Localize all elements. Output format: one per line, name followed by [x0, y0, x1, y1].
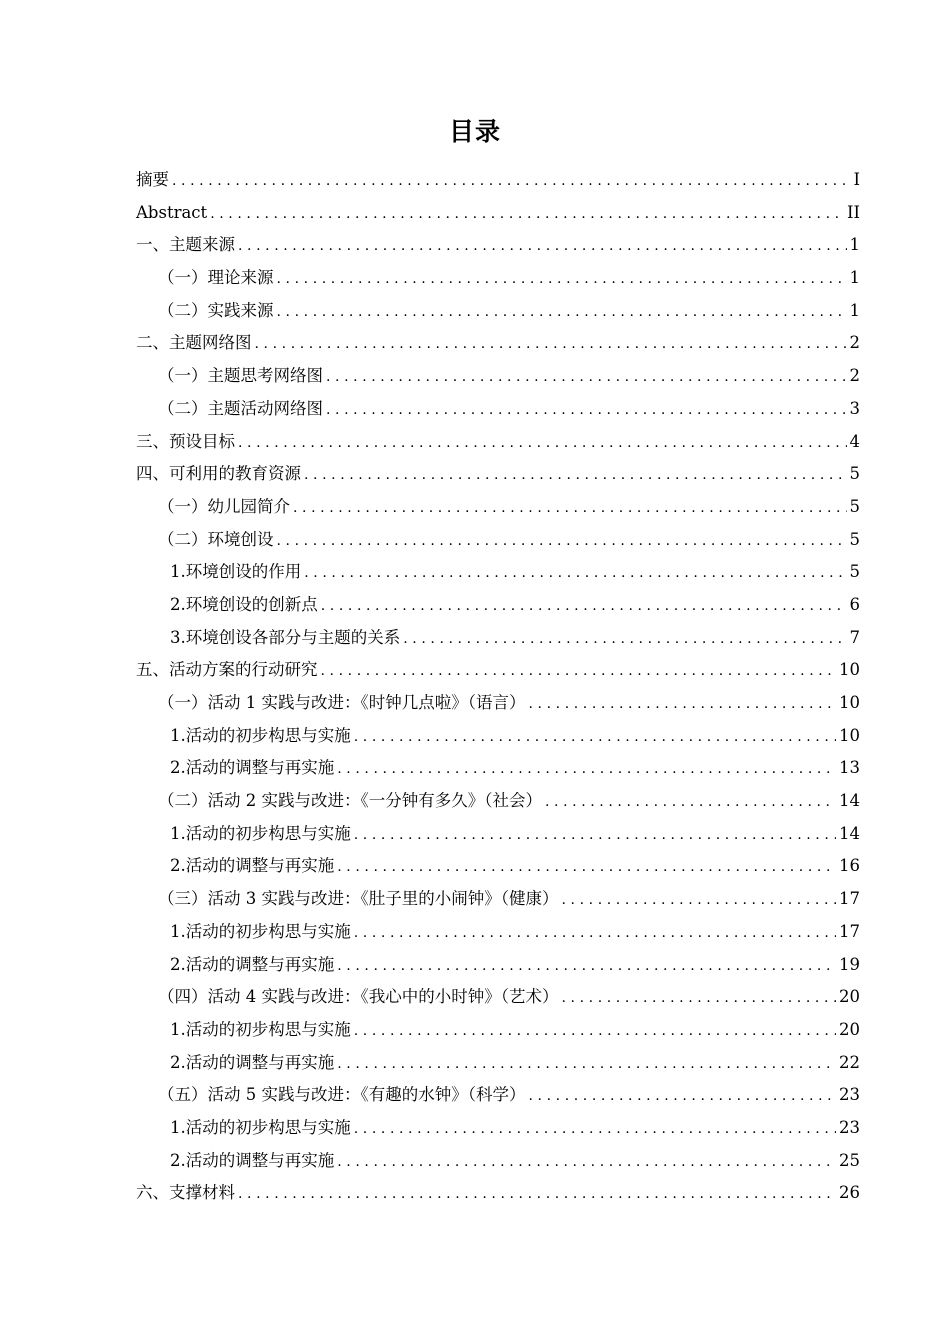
toc-entry-label: 1.活动的初步构思与实施: [170, 921, 351, 941]
toc-entry[interactable]: [136, 916, 860, 949]
toc-entry-page-number: 2: [849, 366, 860, 386]
toc-entry-label: 一、主题来源: [136, 235, 235, 255]
toc-dot-leader: [238, 1178, 836, 1211]
toc-entry-label: （三）活动 3 实践与改进：《肚子里的小闹钟》（健康）: [158, 889, 559, 909]
toc-entry-page-number: 1: [849, 268, 860, 288]
toc-dot-leader: [326, 394, 847, 427]
toc-dot-leader: [354, 721, 836, 754]
toc-entry-page-number: 13: [839, 758, 860, 778]
toc-dot-leader: [321, 655, 837, 688]
toc-dot-leader: [277, 296, 847, 329]
toc-dot-leader: [210, 198, 844, 231]
toc-entry-label: 二、主题网络图: [136, 333, 252, 353]
toc-dot-leader: [277, 525, 847, 558]
toc-entry-label: 1.活动的初步构思与实施: [170, 725, 351, 745]
toc-entry-page-number: 23: [839, 1085, 860, 1105]
toc-entry-page-number: 3: [849, 398, 860, 418]
toc-entry-label: 2.活动的调整与再实施: [170, 1150, 335, 1170]
toc-dot-leader: [326, 361, 847, 394]
toc-entry-page-number: 10: [839, 693, 860, 712]
toc-dot-leader: [238, 427, 847, 460]
toc-entry-label: （二）环境创设: [158, 529, 274, 549]
toc-entry-label: 2.活动的调整与再实施: [170, 954, 335, 974]
toc-entry-label: Abstract: [136, 202, 208, 222]
toc-dot-leader: [293, 492, 847, 525]
toc-entry-page-number: 20: [839, 1019, 860, 1039]
toc-entry[interactable]: [136, 295, 860, 328]
toc-entry[interactable]: [136, 491, 860, 524]
toc-entry-page-number: 2: [849, 333, 860, 353]
toc-entry[interactable]: [136, 229, 860, 262]
toc-entry-label: （四）活动 4 实践与改进：《我心中的小时钟》（艺术）: [158, 987, 559, 1007]
toc-dot-leader: [562, 884, 837, 917]
toc-entry-page-number: 5: [849, 496, 860, 516]
toc-entry-label: 3.环境创设各部分与主题的关系: [170, 627, 401, 647]
toc-entry-page-number: I: [853, 170, 860, 189]
toc-entry-page-number: 20: [839, 987, 860, 1007]
toc-entry-page-number: 10: [839, 660, 860, 680]
toc-entry-page-number: 14: [839, 823, 860, 843]
toc-dot-leader: [529, 1080, 837, 1113]
toc-entry[interactable]: [136, 458, 860, 491]
toc-entry[interactable]: [136, 622, 860, 655]
toc-entry[interactable]: [136, 654, 860, 687]
toc-entry[interactable]: [136, 360, 860, 393]
toc-entry-page-number: 1: [849, 235, 860, 255]
toc-entry-page-number: 23: [839, 1117, 860, 1137]
toc-entry[interactable]: [136, 687, 860, 720]
toc-entry-label: 四、可利用的教育资源: [136, 464, 301, 484]
toc-entry[interactable]: [136, 1047, 860, 1080]
toc-entry-label: 2.环境创设的创新点: [170, 594, 318, 614]
toc-dot-leader: [354, 917, 836, 950]
toc-entry[interactable]: [136, 1014, 860, 1047]
toc-entry-page-number: 19: [839, 954, 860, 974]
toc-entry[interactable]: [136, 589, 860, 622]
toc-entry-page-number: 14: [839, 791, 860, 811]
toc-dot-leader: [562, 982, 837, 1015]
toc-entry[interactable]: [136, 393, 860, 426]
toc-dot-leader: [337, 753, 836, 786]
toc-entry-page-number: 22: [839, 1052, 860, 1072]
toc-entry[interactable]: [136, 850, 860, 883]
toc-entry-page-number: 10: [839, 725, 860, 745]
toc-dot-leader: [172, 165, 850, 198]
toc-entry[interactable]: [136, 981, 860, 1014]
toc-entry-page-number: 16: [839, 856, 860, 876]
toc-entry[interactable]: [136, 785, 860, 818]
toc-entry-page-number: 17: [839, 889, 860, 909]
toc-entry-page-number: 25: [839, 1150, 860, 1170]
toc-entry-page-number: 17: [839, 921, 860, 941]
toc-dot-leader: [337, 851, 836, 884]
toc-entry-page-number: II: [846, 202, 860, 222]
toc-dot-leader: [529, 688, 837, 721]
toc-entry-page-number: 1: [849, 300, 860, 320]
toc-entry[interactable]: [136, 1112, 860, 1145]
toc-entry-label: （一）活动 1 实践与改进：《时钟几点啦》（语言）: [158, 693, 526, 712]
toc-entry[interactable]: [136, 524, 860, 557]
toc-title: 目录: [448, 117, 501, 146]
toc-entry-page-number: 5: [849, 464, 860, 484]
toc-entry-label: 1.环境创设的作用: [170, 562, 302, 582]
toc-dot-leader: [354, 819, 836, 852]
toc-dot-leader: [255, 328, 847, 361]
toc-entry-label: 摘要: [136, 170, 169, 189]
toc-entry-label: （五）活动 5 实践与改进：《有趣的水钟》（科学）: [158, 1085, 526, 1105]
toc-entry-label: 1.活动的初步构思与实施: [170, 1117, 351, 1137]
toc-entry[interactable]: [136, 720, 860, 753]
toc-entry[interactable]: [136, 556, 860, 589]
toc-entry-label: 1.活动的初步构思与实施: [170, 1019, 351, 1039]
toc-entry-label: （一）理论来源: [158, 268, 274, 288]
toc-dot-leader: [354, 1113, 836, 1146]
toc-entry[interactable]: [136, 883, 860, 916]
toc-entry-label: （二）主题活动网络图: [158, 398, 323, 418]
toc-dot-leader: [337, 950, 836, 983]
toc-entry[interactable]: [136, 949, 860, 982]
toc-entry-label: 1.活动的初步构思与实施: [170, 823, 351, 843]
toc-entry[interactable]: [136, 1177, 860, 1210]
toc-entry-page-number: 5: [849, 562, 860, 582]
toc-list: [136, 164, 860, 1210]
toc-entry-page-number: 4: [849, 431, 860, 451]
toc-dot-leader: [304, 459, 847, 492]
toc-entry-page-number: 7: [849, 627, 860, 647]
toc-entry-page-number: 26: [839, 1183, 860, 1203]
toc-dot-leader: [304, 557, 846, 590]
toc-entry-label: （一）幼儿园简介: [158, 496, 290, 516]
toc-entry[interactable]: [136, 1079, 860, 1112]
toc-entry-label: （二）活动 2 实践与改进：《一分钟有多久》（社会）: [158, 791, 542, 811]
toc-entry-page-number: 5: [849, 529, 860, 549]
toc-dot-leader: [403, 623, 846, 656]
toc-entry[interactable]: [136, 1145, 860, 1178]
toc-entry[interactable]: [136, 164, 860, 197]
toc-dot-leader: [337, 1146, 836, 1179]
toc-dot-leader: [238, 230, 847, 263]
toc-entry-label: （二）实践来源: [158, 300, 274, 320]
toc-dot-leader: [545, 786, 836, 819]
toc-dot-leader: [337, 1048, 836, 1081]
toc-entry[interactable]: [136, 426, 860, 459]
toc-dot-leader: [321, 590, 847, 623]
toc-entry[interactable]: [136, 752, 860, 785]
toc-entry-page-number: 6: [849, 594, 860, 614]
toc-entry-label: 六、支撑材料: [136, 1183, 235, 1203]
toc-entry-label: 2.活动的调整与再实施: [170, 1052, 335, 1072]
toc-entry-label: （一）主题思考网络图: [158, 366, 323, 386]
toc-entry[interactable]: [136, 818, 860, 851]
toc-entry-label: 2.活动的调整与再实施: [170, 856, 335, 876]
toc-entry-label: 五、活动方案的行动研究: [136, 660, 318, 680]
toc-dot-leader: [277, 263, 847, 296]
toc-entry[interactable]: [136, 327, 860, 360]
toc-entry-label: 2.活动的调整与再实施: [170, 758, 335, 778]
toc-entry[interactable]: [136, 197, 860, 230]
toc-entry[interactable]: [136, 262, 860, 295]
toc-entry-label: 三、预设目标: [136, 431, 235, 451]
toc-dot-leader: [354, 1015, 836, 1048]
